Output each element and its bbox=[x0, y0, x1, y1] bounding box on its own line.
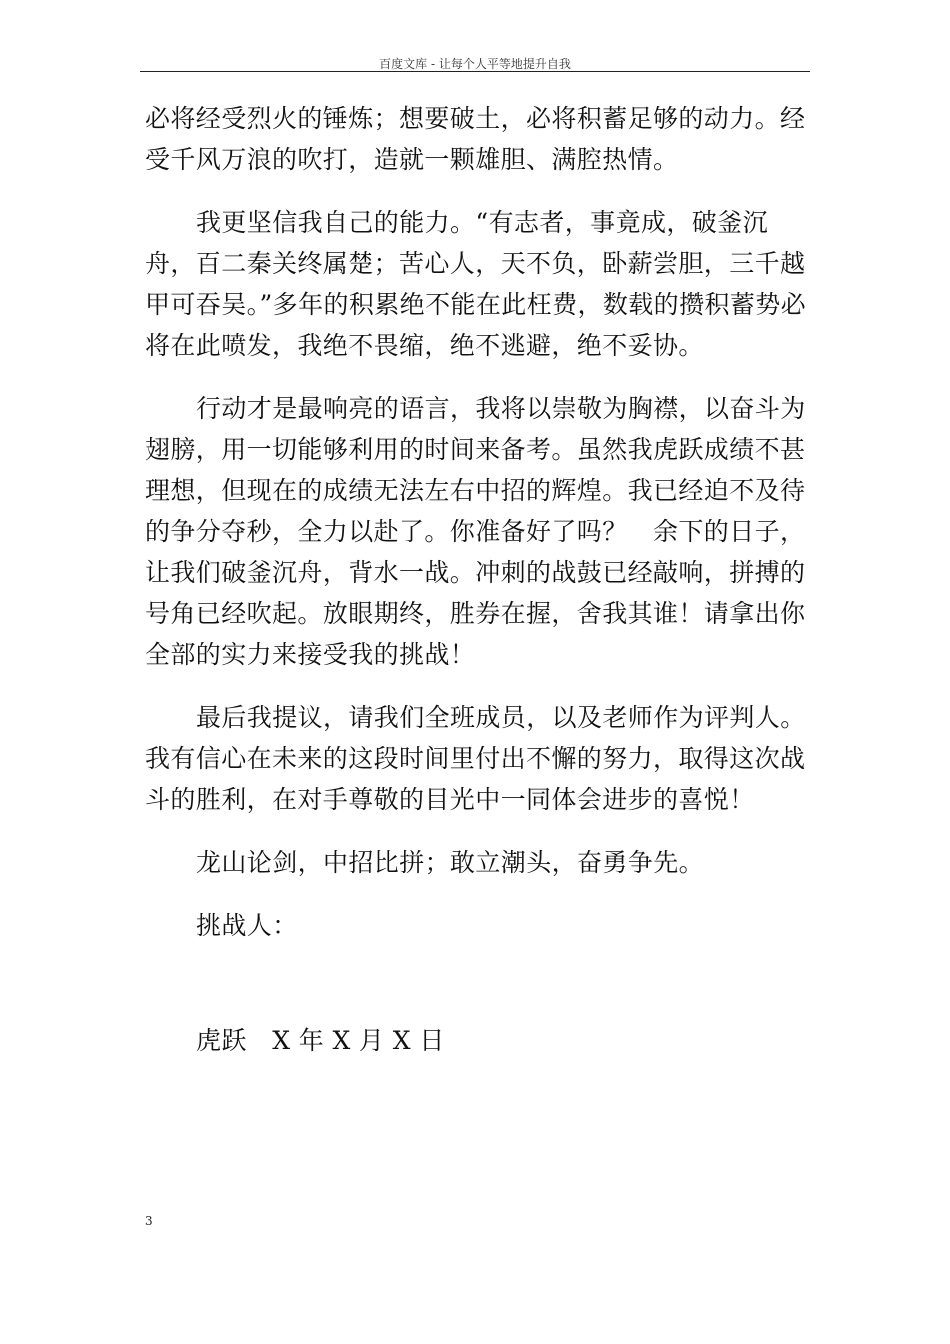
paragraph-slogan: 龙山论剑，中招比拼；敢立潮头，奋勇争先。 bbox=[196, 848, 705, 877]
paragraph-gap bbox=[145, 820, 807, 842]
paragraph-gap bbox=[145, 675, 807, 697]
paragraph-continuation: 必将经受烈火的锤炼；想要破土，必将积蓄足够的动力。经受千风万浪的吹打，造就一颗雄胆、满腔热情。 bbox=[145, 104, 806, 174]
paragraph-gap bbox=[145, 180, 807, 202]
page-number: 3 bbox=[145, 1214, 153, 1228]
challenger-label: 挑战人： bbox=[196, 911, 298, 940]
document-body bbox=[145, 98, 807, 1061]
signature-date-line: 虎跃 X 年 X 月 X 日 bbox=[196, 1026, 445, 1055]
page-header: 百度文库 - 让每个人平等地提升自我 bbox=[379, 57, 571, 71]
paragraph-gap bbox=[145, 883, 807, 905]
paragraph-proposal: 最后我提议，请我们全班成员，以及老师作为评判人。我有信心在未来的这段时间里付出不懈的努力，取得这次战斗的胜利，在对手尊敬的目光中一同体会进步的喜悦！ bbox=[145, 703, 806, 814]
paragraph-gap bbox=[145, 366, 807, 388]
paragraph-belief: 我更坚信我自己的能力。“有志者，事竟成，破釜沉舟，百二秦关终属楚；苦心人，天不负，卧薪尝胆，三千越甲可吞吴。”多年的积累绝不能在此枉费，数载的攒积蓄势必将在此喷发，我绝不畏缩，绝不逃避，绝不妥协。 bbox=[145, 208, 807, 360]
header-divider bbox=[140, 71, 810, 72]
paragraph-action: 行动才是最响亮的语言，我将以崇敬为胸襟，以奋斗为翅膀，用一切能够利用的时间来备考。虽然我虎跃成绩不甚理想，但现在的成绩无法左右中招的辉煌。我已经迫不及待的争分夺秒，全力以赴了。你准备好了吗？ 余下的日子，让我们破釜沉舟，背水一战。冲刺的战鼓已经敲响，拼搏的号角已经吹起。放眼期终，胜券在握，舍我其谁！请拿出你全部的实力来接受我的挑战！ bbox=[145, 394, 806, 669]
signature-gap bbox=[145, 946, 807, 1020]
